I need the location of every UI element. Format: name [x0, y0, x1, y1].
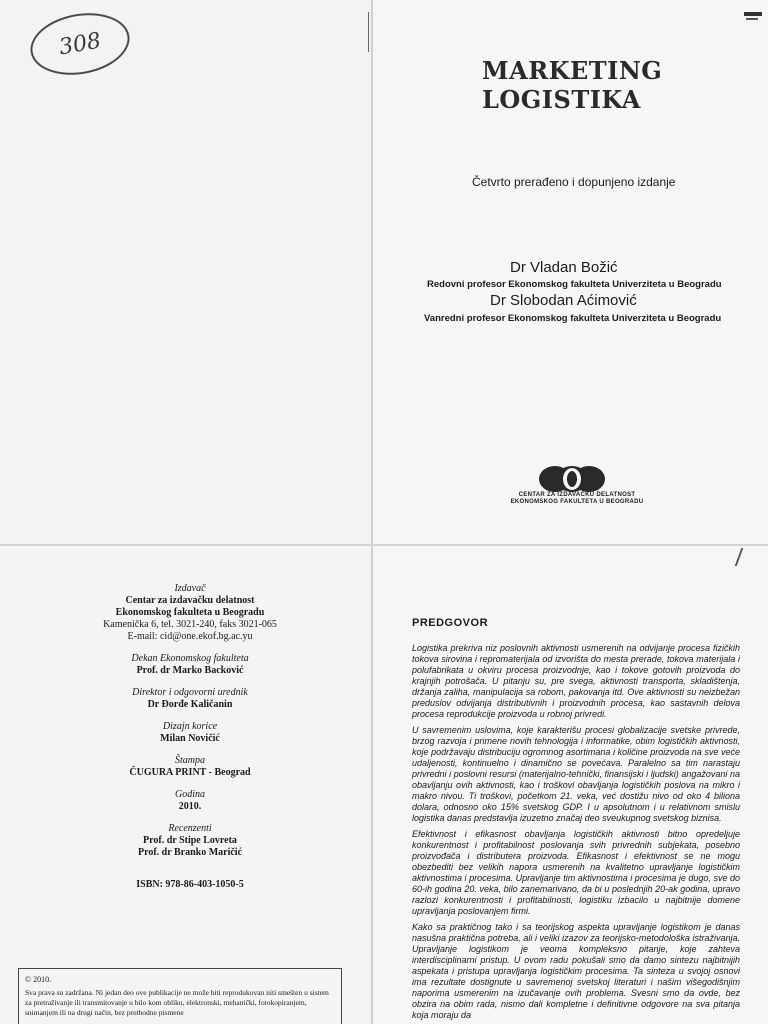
scan-artifact — [746, 18, 758, 20]
copyright: © 2010. — [25, 975, 52, 984]
book-title-line2: LOGISTIKA — [482, 85, 641, 114]
book-title — [482, 56, 662, 114]
dekan-name: Prof. dr Marko Backović — [136, 665, 244, 676]
label-dekan: Dekan Ekonomskog fakulteta — [131, 653, 249, 664]
author-2-affiliation: Vanredni profesor Ekonomskog fakulteta Univerziteta u Beogradu — [424, 313, 722, 324]
author-1-affiliation: Redovni profesor Ekonomskog fakulteta Univerziteta u Beogradu — [427, 279, 722, 290]
vertical-fold — [371, 0, 373, 1024]
horizontal-fold — [0, 544, 768, 546]
label-recenzenti: Recenzenti — [168, 823, 212, 834]
label-dizajn: Dizajn korice — [162, 721, 218, 732]
dizajn-name: Milan Novičić — [160, 733, 220, 744]
direktor-name: Dr Đorđe Kaličanin — [147, 699, 233, 710]
izdavac-address: Kamenička 6, tel. 3021-240, faks 3021-065 — [103, 619, 277, 630]
preface-paragraph: Logistika prekriva niz poslovnih aktivnosti usmerenih na odvijanje procesa fizičkih tokova sirovina i repromaterijala od izvorišta do mesta prerade, tokova materijala i polufabrikata u okviru procesa proizvodnje, kao i tokove gotovih proizvoda do krajnjih potrošača. U pitanju su, pre svega, aktivnosti transporta, skladištenja, držanja zaliha, manipulacija sa robom, pakovanja itd. Ove aktivnosti su neizbežan preduslov odvijanja distributivnih i proizvodnih procesa, kao sastavnih delova procesa reprodukcije proizvoda u robnoj privredi. — [412, 643, 740, 719]
izdavac-line2: Ekonomskog fakulteta u Beogradu — [115, 607, 265, 618]
recenzent-2: Prof. dr Branko Maričić — [137, 847, 243, 858]
edition-note: Četvrto prerađeno i dopunjeno izdanje — [472, 175, 676, 189]
preface-paragraph: U savremenim uslovima, koje karakterišu procesi globalizacije svetske privrede, brzog razvoja i primene novih tehnologija i informatike, obim logističkih aktivnosti, koje podržavaju distribuciju ogromnog asortimana i količine proizvoda na sve veće udaljenosti, kontinuelno i dinamično se povećava. Paralelno sa tim narastaju privredni i poslovni resursi (materijalno-tehnički, finansijski i ljudski) angažovani na obavljanju ovih aktivnosti, kao i troškovi obavljanja logističkih poslova na mikro i makro nivou. Ti troškovi, početkom 21. veka, već dostižu nivo od oko 4 biliona dolara, odnosno oko 15% svetskog GDP. I u apsolutnom i u relativnom smislu logistika danas predstavlja izuzetno značaj deo sveukupnog svetskog biznisa. — [412, 725, 740, 823]
preface-paragraph: Kako sa praktičnog tako i sa teorijskog aspekta upravljanje logistikom je danas nasušna praktična potreba, ali i veliki izazov za teorijsko-metodološka istraživanja. Upravljanje logistikom je veoma kompleksno pitanje, koje zahteva interdisciplinarni pristup. U ovom radu pokušali smo da damo sintezu najbitnijih aspekata i pristupa upravljanja logističkim procesima. Ta sinteza u svojoj osnovi ima rezultate dostignute u savremenoj svetskoj literaturi i našim višegodišnjim naporima usmerenim na izučavanje ovih problema. Svesni smo da ovde, bez obzira na obim rada, nismo dali kompletne i definitivne odgovore na sva pitanja koja moraju da — [412, 922, 740, 1020]
page-top-left — [0, 0, 372, 545]
recenzent-1: Prof. dr Stipe Lovreta — [143, 835, 237, 846]
author-1: Dr Vladan Božić — [510, 259, 618, 276]
copyright-box — [18, 968, 342, 1024]
preface-heading: PREDGOVOR — [412, 617, 489, 629]
publisher-logo-icon — [537, 464, 607, 494]
stampa-name: ČUGURA PRINT - Beograd — [129, 767, 251, 778]
author-2: Dr Slobodan Aćimović — [490, 292, 637, 309]
title-page — [372, 0, 768, 545]
preface-page — [372, 545, 768, 1024]
publisher-line2: EKONOMSKOG FAKULTETA U BEOGRADU — [510, 499, 644, 505]
label-stampa: Štampa — [175, 755, 205, 766]
scan-artifact — [368, 12, 369, 52]
izdavac-line1: Centar za izdavačku delatnost — [125, 595, 255, 606]
godina-value: 2010. — [178, 801, 202, 812]
handwritten-number: 308 — [26, 6, 135, 82]
publisher-line1: CENTAR ZA IZDAVAČKU DELATNOST — [518, 492, 636, 498]
colophon — [70, 583, 310, 891]
rights-text: Sva prava su zadržana. Ni jedan deo ove publikacije ne može biti reprodukovan niti smešten u sistem za pretraživanje ili transmitovanje u bilo kom obliku, elektronski, mehanički, fotokopiranjem, snimanjem ili na drugi način, bez prethodne pismene — [25, 988, 329, 1017]
colophon-page — [0, 545, 372, 1024]
isbn: ISBN: 978-86-403-1050-5 — [136, 879, 244, 890]
book-title-line1: MARKETING — [482, 56, 663, 85]
preface-paragraph: Efektivnost i efikasnost obavljanja logističkih aktivnosti bitno opredeljuje konkurentnost i profitabilnost poslovanja svih privrednih subjekata, posebno proizvođača i distributera proizvoda. Efikasnost i efektivnost se ne mogu obezbediti bez velikih napora usmerenih na kvalitetno upravljanje logističkim aktivnostima i procesima. Upravljanje tim aktivnostima i procesima je dugo, sve do 60-ih godina 20. veka, bilo zanemarivano, da bi u poslednjih 20-ak godina, upravo razlozi konkurentnosti i profitabilnosti, logistiku izbacilo u najbitnije domene upravljanja poslovanjem firmi. — [412, 829, 740, 916]
label-izdavac: Izdavač — [174, 583, 206, 594]
label-direktor: Direktor i odgovorni urednik — [132, 687, 248, 698]
izdavac-email: E-mail: cid@one.ekof.bg.ac.yu — [127, 631, 253, 642]
scan-artifact — [744, 12, 762, 16]
label-godina: Godina — [175, 789, 205, 800]
scan-artifact — [735, 548, 768, 566]
preface-body — [412, 643, 740, 1024]
publisher-name — [502, 492, 652, 506]
